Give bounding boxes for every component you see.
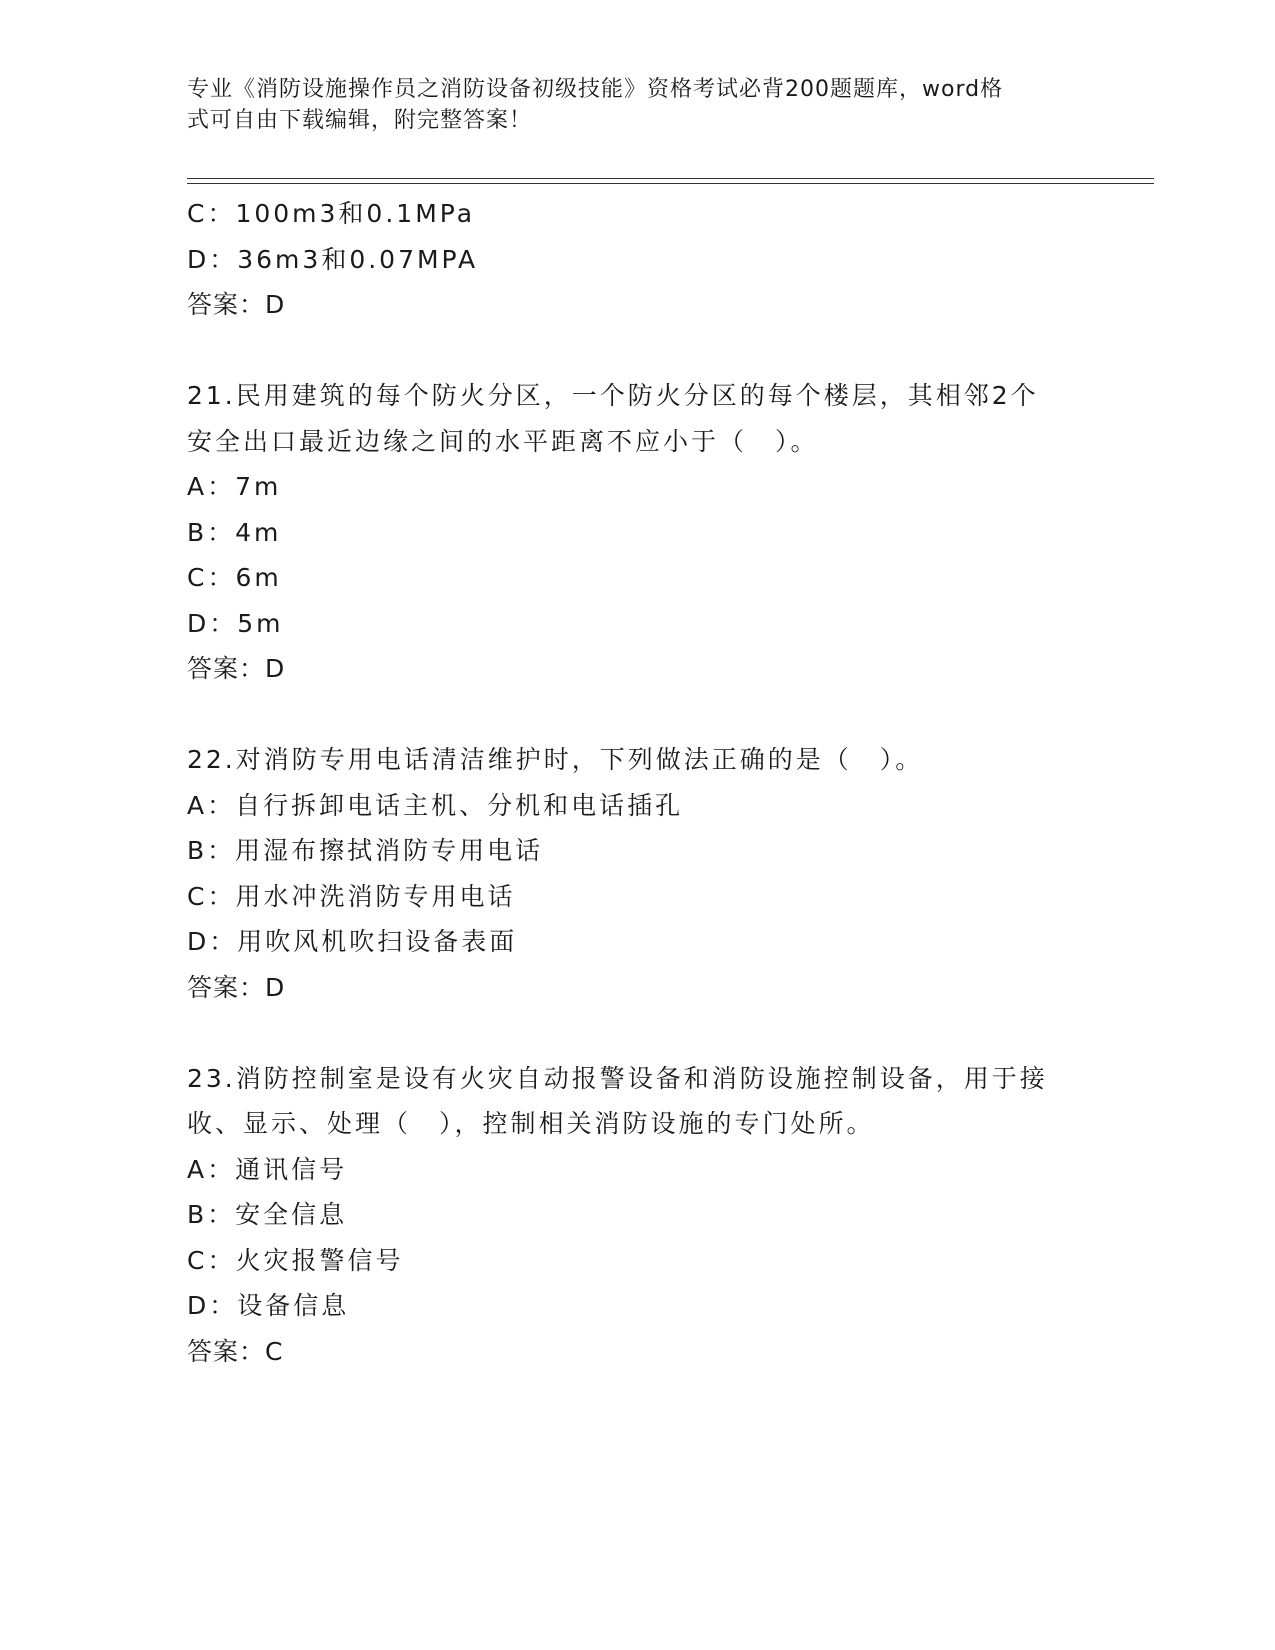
option-a: A：通讯信号 xyxy=(187,1154,348,1184)
option-c: C：火灾报警信号 xyxy=(187,1245,404,1275)
answer-line: 答案：D xyxy=(187,654,286,683)
spacer xyxy=(187,1010,1087,1056)
option-c: C：6m xyxy=(187,563,282,592)
question-22 xyxy=(187,737,1087,1010)
option-b: B：安全信息 xyxy=(187,1200,348,1229)
option-c: C：用水冲洗消防专用电话 xyxy=(187,881,516,911)
header-divider xyxy=(187,178,1154,184)
question-23 xyxy=(187,1056,1087,1375)
header-line-2: 式可自由下载编辑，附完整答案！ xyxy=(187,108,533,133)
question-stem-line: 收、显示、处理（ ），控制相关消防设施的专门处所。 xyxy=(187,1109,875,1138)
option-d: D：36m3和0.07MPA xyxy=(187,244,479,274)
option-c: C：100m3和0.1MPa xyxy=(187,199,476,228)
answer-line: 答案：D xyxy=(187,972,286,1002)
spacer xyxy=(187,692,1087,738)
option-d: D：用吹风机吹扫设备表面 xyxy=(187,927,518,956)
option-b: B：用湿布擦拭消防专用电话 xyxy=(187,836,544,865)
document-header xyxy=(187,74,1087,136)
question-21 xyxy=(187,373,1087,692)
question-stem-line: 21.民用建筑的每个防火分区，一个防火分区的每个楼层，其相邻2个 xyxy=(187,381,1039,410)
document-body xyxy=(187,191,1087,1374)
question-20-tail xyxy=(187,191,1087,328)
option-a: A：自行拆卸电话主机、分机和电话插孔 xyxy=(187,790,684,820)
option-b: B：4m xyxy=(187,517,282,547)
header-line-1: 专业《消防设施操作员之消防设备初级技能》资格考试必背200题题库，word格 xyxy=(187,77,1004,102)
answer-line: 答案：C xyxy=(187,1336,284,1366)
question-stem-line: 23.消防控制室是设有火灾自动报警设备和消防设施控制设备，用于接 xyxy=(187,1063,1048,1093)
question-stem-line: 安全出口最近边缘之间的水平距离不应小于（ ）。 xyxy=(187,426,819,456)
option-a: A：7m xyxy=(187,472,282,501)
question-stem-line: 22.对消防专用电话清洁维护时，下列做法正确的是（ ）。 xyxy=(187,745,924,774)
option-d: D：5m xyxy=(187,608,284,638)
answer-line: 答案：D xyxy=(187,290,286,319)
spacer xyxy=(187,328,1087,374)
option-d: D：设备信息 xyxy=(187,1291,350,1320)
